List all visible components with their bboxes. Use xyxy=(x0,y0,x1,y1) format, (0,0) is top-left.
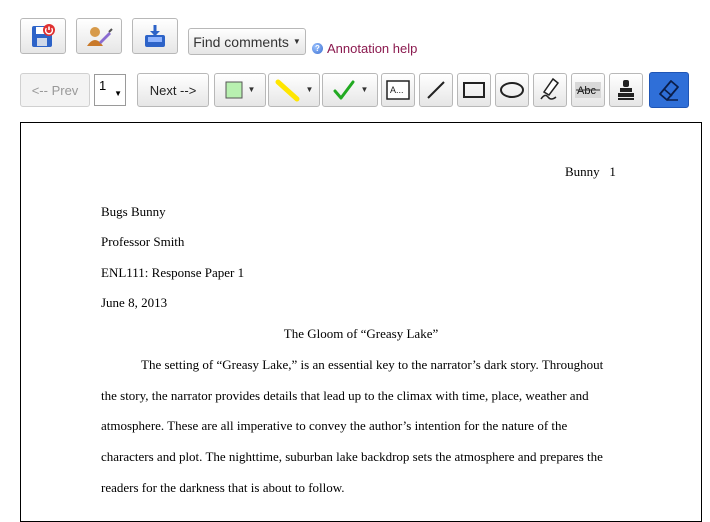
help-icon: ? xyxy=(312,43,323,54)
annotation-help-label: Annotation help xyxy=(327,41,418,56)
ellipse-tool[interactable] xyxy=(495,73,529,107)
text-box-tool[interactable] xyxy=(381,73,415,107)
page-number-select[interactable] xyxy=(94,74,126,106)
find-comments-label: Find comments xyxy=(193,33,289,50)
document-page[interactable] xyxy=(20,122,702,522)
body-line: the story, the narrator provides details that lead up to the climax with time, place, weather and xyxy=(101,388,589,403)
stamp-tool[interactable] xyxy=(609,73,643,107)
save-disk-icon xyxy=(30,23,56,49)
eraser-icon xyxy=(656,77,682,103)
chevron-down-icon: ▼ xyxy=(114,89,122,98)
checkmark-icon xyxy=(332,78,356,102)
pen-icon xyxy=(538,77,562,103)
page-header: Bunny 1 xyxy=(565,164,616,179)
date: June 8, 2013 xyxy=(101,295,168,310)
abc-label: Abc xyxy=(577,85,596,97)
essay-title: The Gloom of “Greasy Lake” xyxy=(283,326,439,341)
user-settings-icon xyxy=(85,24,113,48)
freehand-pen-tool[interactable] xyxy=(533,73,567,107)
highlight-dropdown[interactable] xyxy=(268,73,320,107)
stamp-icon xyxy=(615,78,637,102)
rectangle-icon xyxy=(462,80,486,100)
download-button[interactable] xyxy=(132,18,178,54)
annotation-help-link[interactable] xyxy=(312,41,417,56)
prev-label: <-- Prev xyxy=(31,82,79,98)
chevron-down-icon: ▼ xyxy=(292,36,301,46)
strikethrough-text-icon xyxy=(575,81,601,99)
line-icon xyxy=(425,79,447,101)
rectangle-tool[interactable] xyxy=(457,73,491,107)
eraser-tool[interactable] xyxy=(649,72,689,108)
body-line: characters and plot. The nighttime, suburban lake backdrop sets the atmosphere and prepares the xyxy=(101,449,603,464)
next-label: Next --> xyxy=(149,82,197,98)
chevron-down-icon: ▼ xyxy=(247,85,256,94)
chevron-down-icon: ▼ xyxy=(305,85,314,94)
body-line: readers for the darkness that is about to follow. xyxy=(101,480,345,495)
next-page-button[interactable] xyxy=(137,73,209,107)
checkmark-dropdown[interactable] xyxy=(322,73,378,107)
professor-name: Professor Smith xyxy=(101,234,185,249)
rectangle-color-dropdown[interactable] xyxy=(214,73,266,107)
author-name: Bugs Bunny xyxy=(101,204,166,219)
line-tool[interactable] xyxy=(419,73,453,107)
find-comments-dropdown[interactable] xyxy=(188,28,306,55)
text-box-icon xyxy=(386,80,410,100)
download-icon xyxy=(143,23,167,49)
course-name: ENL111: Response Paper 1 xyxy=(101,265,245,280)
body-line: atmosphere. These are all imperative to convey the author’s intention for the nature of the xyxy=(101,418,568,433)
text-box-glyph: A... xyxy=(390,85,404,95)
page-number-value: 1 xyxy=(99,78,107,93)
green-square-icon xyxy=(225,81,243,99)
ellipse-icon xyxy=(499,80,525,100)
prev-page-button[interactable] xyxy=(20,73,90,107)
save-button[interactable] xyxy=(20,18,66,54)
highlighter-icon xyxy=(275,78,301,102)
user-settings-button[interactable] xyxy=(76,18,122,54)
strikethrough-tool[interactable] xyxy=(571,73,605,107)
chevron-down-icon: ▼ xyxy=(360,85,369,94)
body-line: The setting of “Greasy Lake,” is an essential key to the narrator’s dark story. Throughout xyxy=(141,357,604,372)
